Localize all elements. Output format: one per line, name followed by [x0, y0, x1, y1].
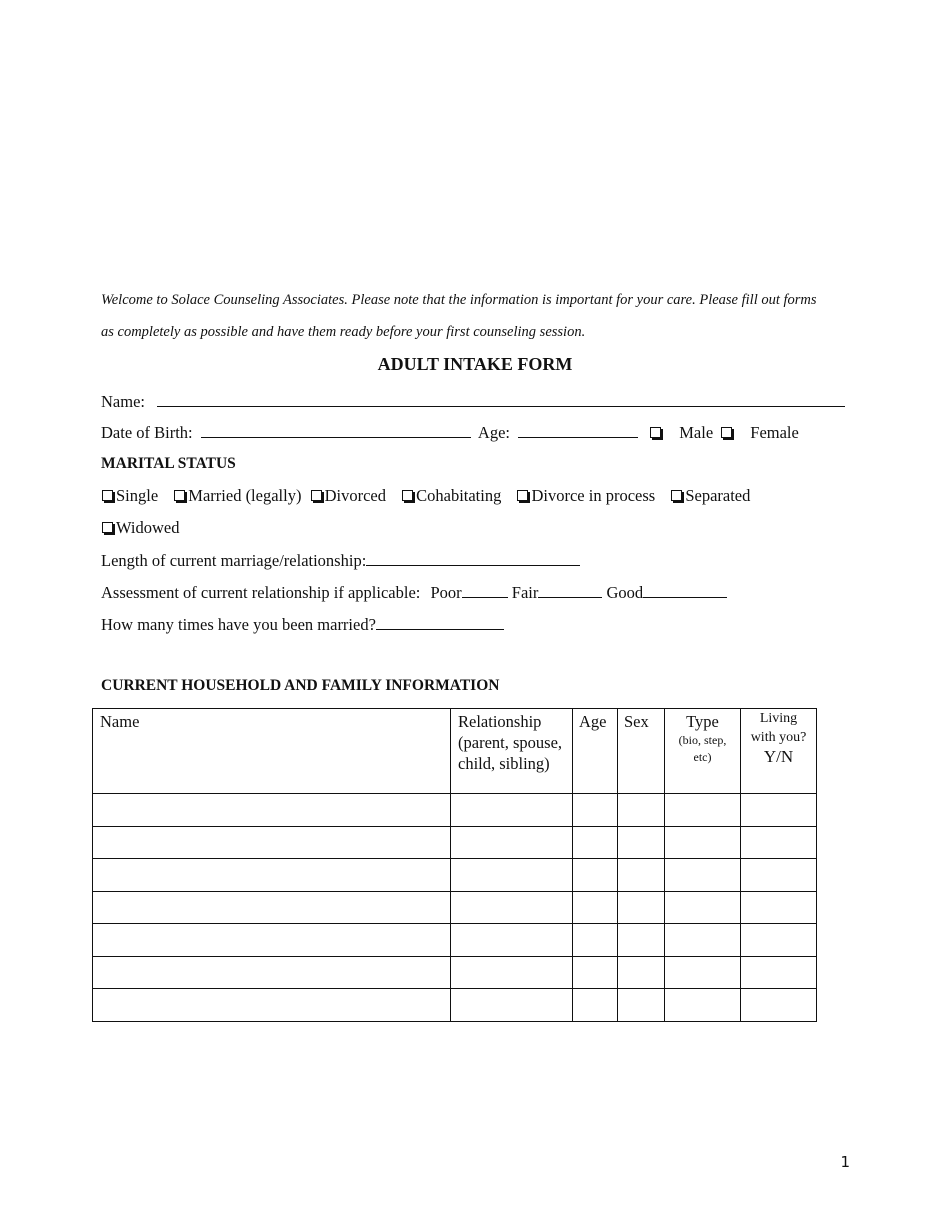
cell-type[interactable]: [665, 794, 741, 827]
checkbox-icon[interactable]: [311, 490, 322, 501]
times-input[interactable]: [376, 614, 504, 630]
cell-type[interactable]: [665, 891, 741, 924]
cell-age[interactable]: [573, 956, 618, 989]
page-number: 1: [840, 1153, 850, 1171]
household-heading: CURRENT HOUSEHOLD AND FAMILY INFORMATION: [101, 677, 500, 694]
cell-relationship[interactable]: [451, 826, 573, 859]
cell-relationship[interactable]: [451, 989, 573, 1022]
cell-name[interactable]: [93, 891, 451, 924]
male-label: Male: [679, 423, 714, 442]
cell-sex[interactable]: [618, 794, 665, 827]
household-table: [92, 708, 817, 1022]
good-input[interactable]: [643, 582, 727, 598]
cell-living[interactable]: [741, 891, 817, 924]
cell-type[interactable]: [665, 924, 741, 957]
male-checkbox[interactable]: [650, 427, 661, 438]
cell-living[interactable]: [741, 826, 817, 859]
dob-input[interactable]: [201, 422, 471, 438]
table-row: [93, 956, 817, 989]
marital-heading: MARITAL STATUS: [101, 455, 236, 472]
assessment-label: Assessment of current relationship if applicable:: [101, 583, 421, 602]
female-label: Female: [750, 423, 799, 442]
cell-living[interactable]: [741, 956, 817, 989]
cell-name[interactable]: [93, 989, 451, 1022]
cell-relationship[interactable]: [451, 891, 573, 924]
option-widowed[interactable]: Widowed: [102, 518, 180, 538]
fair-label: Fair: [511, 583, 539, 602]
form-title: ADULT INTAKE FORM: [377, 354, 573, 374]
table-row: [93, 891, 817, 924]
cell-name[interactable]: [93, 956, 451, 989]
cell-relationship[interactable]: [451, 956, 573, 989]
cell-relationship[interactable]: [451, 794, 573, 827]
poor-input[interactable]: [462, 582, 508, 598]
option-separated[interactable]: Separated: [671, 486, 750, 505]
length-row: [101, 550, 580, 571]
col-age: Age: [573, 709, 618, 794]
cell-sex[interactable]: [618, 924, 665, 957]
checkbox-icon[interactable]: [102, 490, 113, 501]
option-single[interactable]: Single: [102, 486, 158, 505]
table-row: [93, 859, 817, 892]
name-input[interactable]: [157, 391, 845, 407]
cell-age[interactable]: [573, 891, 618, 924]
cell-sex[interactable]: [618, 956, 665, 989]
intro-line-1: Welcome to Solace Counseling Associates. Please note that the information is important for your care. Please fill out forms: [101, 292, 817, 308]
cell-age[interactable]: [573, 989, 618, 1022]
cell-relationship[interactable]: [451, 924, 573, 957]
cell-age[interactable]: [573, 826, 618, 859]
length-label: Length of current marriage/relationship:: [101, 551, 367, 570]
intro-line-2: as completely as possible and have them ready before your first counseling session.: [101, 324, 586, 340]
age-label: Age:: [477, 423, 510, 442]
checkbox-icon[interactable]: [102, 522, 113, 533]
table-row: [93, 989, 817, 1022]
cell-type[interactable]: [665, 859, 741, 892]
cell-name[interactable]: [93, 859, 451, 892]
cell-living[interactable]: [741, 989, 817, 1022]
cell-living[interactable]: [741, 794, 817, 827]
table-row: [93, 826, 817, 859]
length-input[interactable]: [366, 550, 580, 566]
female-checkbox[interactable]: [721, 427, 732, 438]
cell-sex[interactable]: [618, 826, 665, 859]
poor-label: Poor: [430, 583, 462, 602]
name-label: Name:: [101, 392, 145, 411]
cell-living[interactable]: [741, 859, 817, 892]
marital-options: [102, 486, 762, 506]
cell-sex[interactable]: [618, 989, 665, 1022]
checkbox-icon[interactable]: [517, 490, 528, 501]
times-label: How many times have you been married?: [101, 615, 376, 634]
option-married[interactable]: Married (legally): [174, 486, 301, 505]
cell-type[interactable]: [665, 956, 741, 989]
checkbox-icon[interactable]: [174, 490, 185, 501]
col-type: Type (bio, step, etc): [665, 709, 741, 794]
cell-relationship[interactable]: [451, 859, 573, 892]
cell-age[interactable]: [573, 924, 618, 957]
col-name: Name: [93, 709, 451, 794]
good-label: Good: [606, 583, 644, 602]
col-sex: Sex: [618, 709, 665, 794]
assessment-row: [101, 582, 727, 603]
checkbox-icon[interactable]: [402, 490, 413, 501]
cell-name[interactable]: [93, 794, 451, 827]
name-row: [101, 391, 845, 412]
cell-age[interactable]: [573, 859, 618, 892]
dob-label: Date of Birth:: [101, 423, 193, 442]
table-row: [93, 794, 817, 827]
cell-type[interactable]: [665, 989, 741, 1022]
cell-age[interactable]: [573, 794, 618, 827]
age-input[interactable]: [518, 422, 638, 438]
checkbox-icon[interactable]: [671, 490, 682, 501]
cell-sex[interactable]: [618, 891, 665, 924]
table-row: [93, 924, 817, 957]
cell-living[interactable]: [741, 924, 817, 957]
cell-sex[interactable]: [618, 859, 665, 892]
col-relationship: Relationship (parent, spouse, child, sibling): [451, 709, 573, 794]
table-header: [93, 709, 817, 794]
times-row: [101, 614, 504, 635]
cell-type[interactable]: [665, 826, 741, 859]
option-divorced[interactable]: Divorced: [311, 486, 386, 505]
col-living: Living with you? Y/N: [741, 709, 817, 794]
option-divorce-in-process[interactable]: Divorce in process: [517, 486, 655, 505]
fair-input[interactable]: [538, 582, 602, 598]
cell-name[interactable]: [93, 826, 451, 859]
dob-row: [101, 422, 799, 443]
option-cohabitating[interactable]: Cohabitating: [402, 486, 501, 505]
cell-name[interactable]: [93, 924, 451, 957]
